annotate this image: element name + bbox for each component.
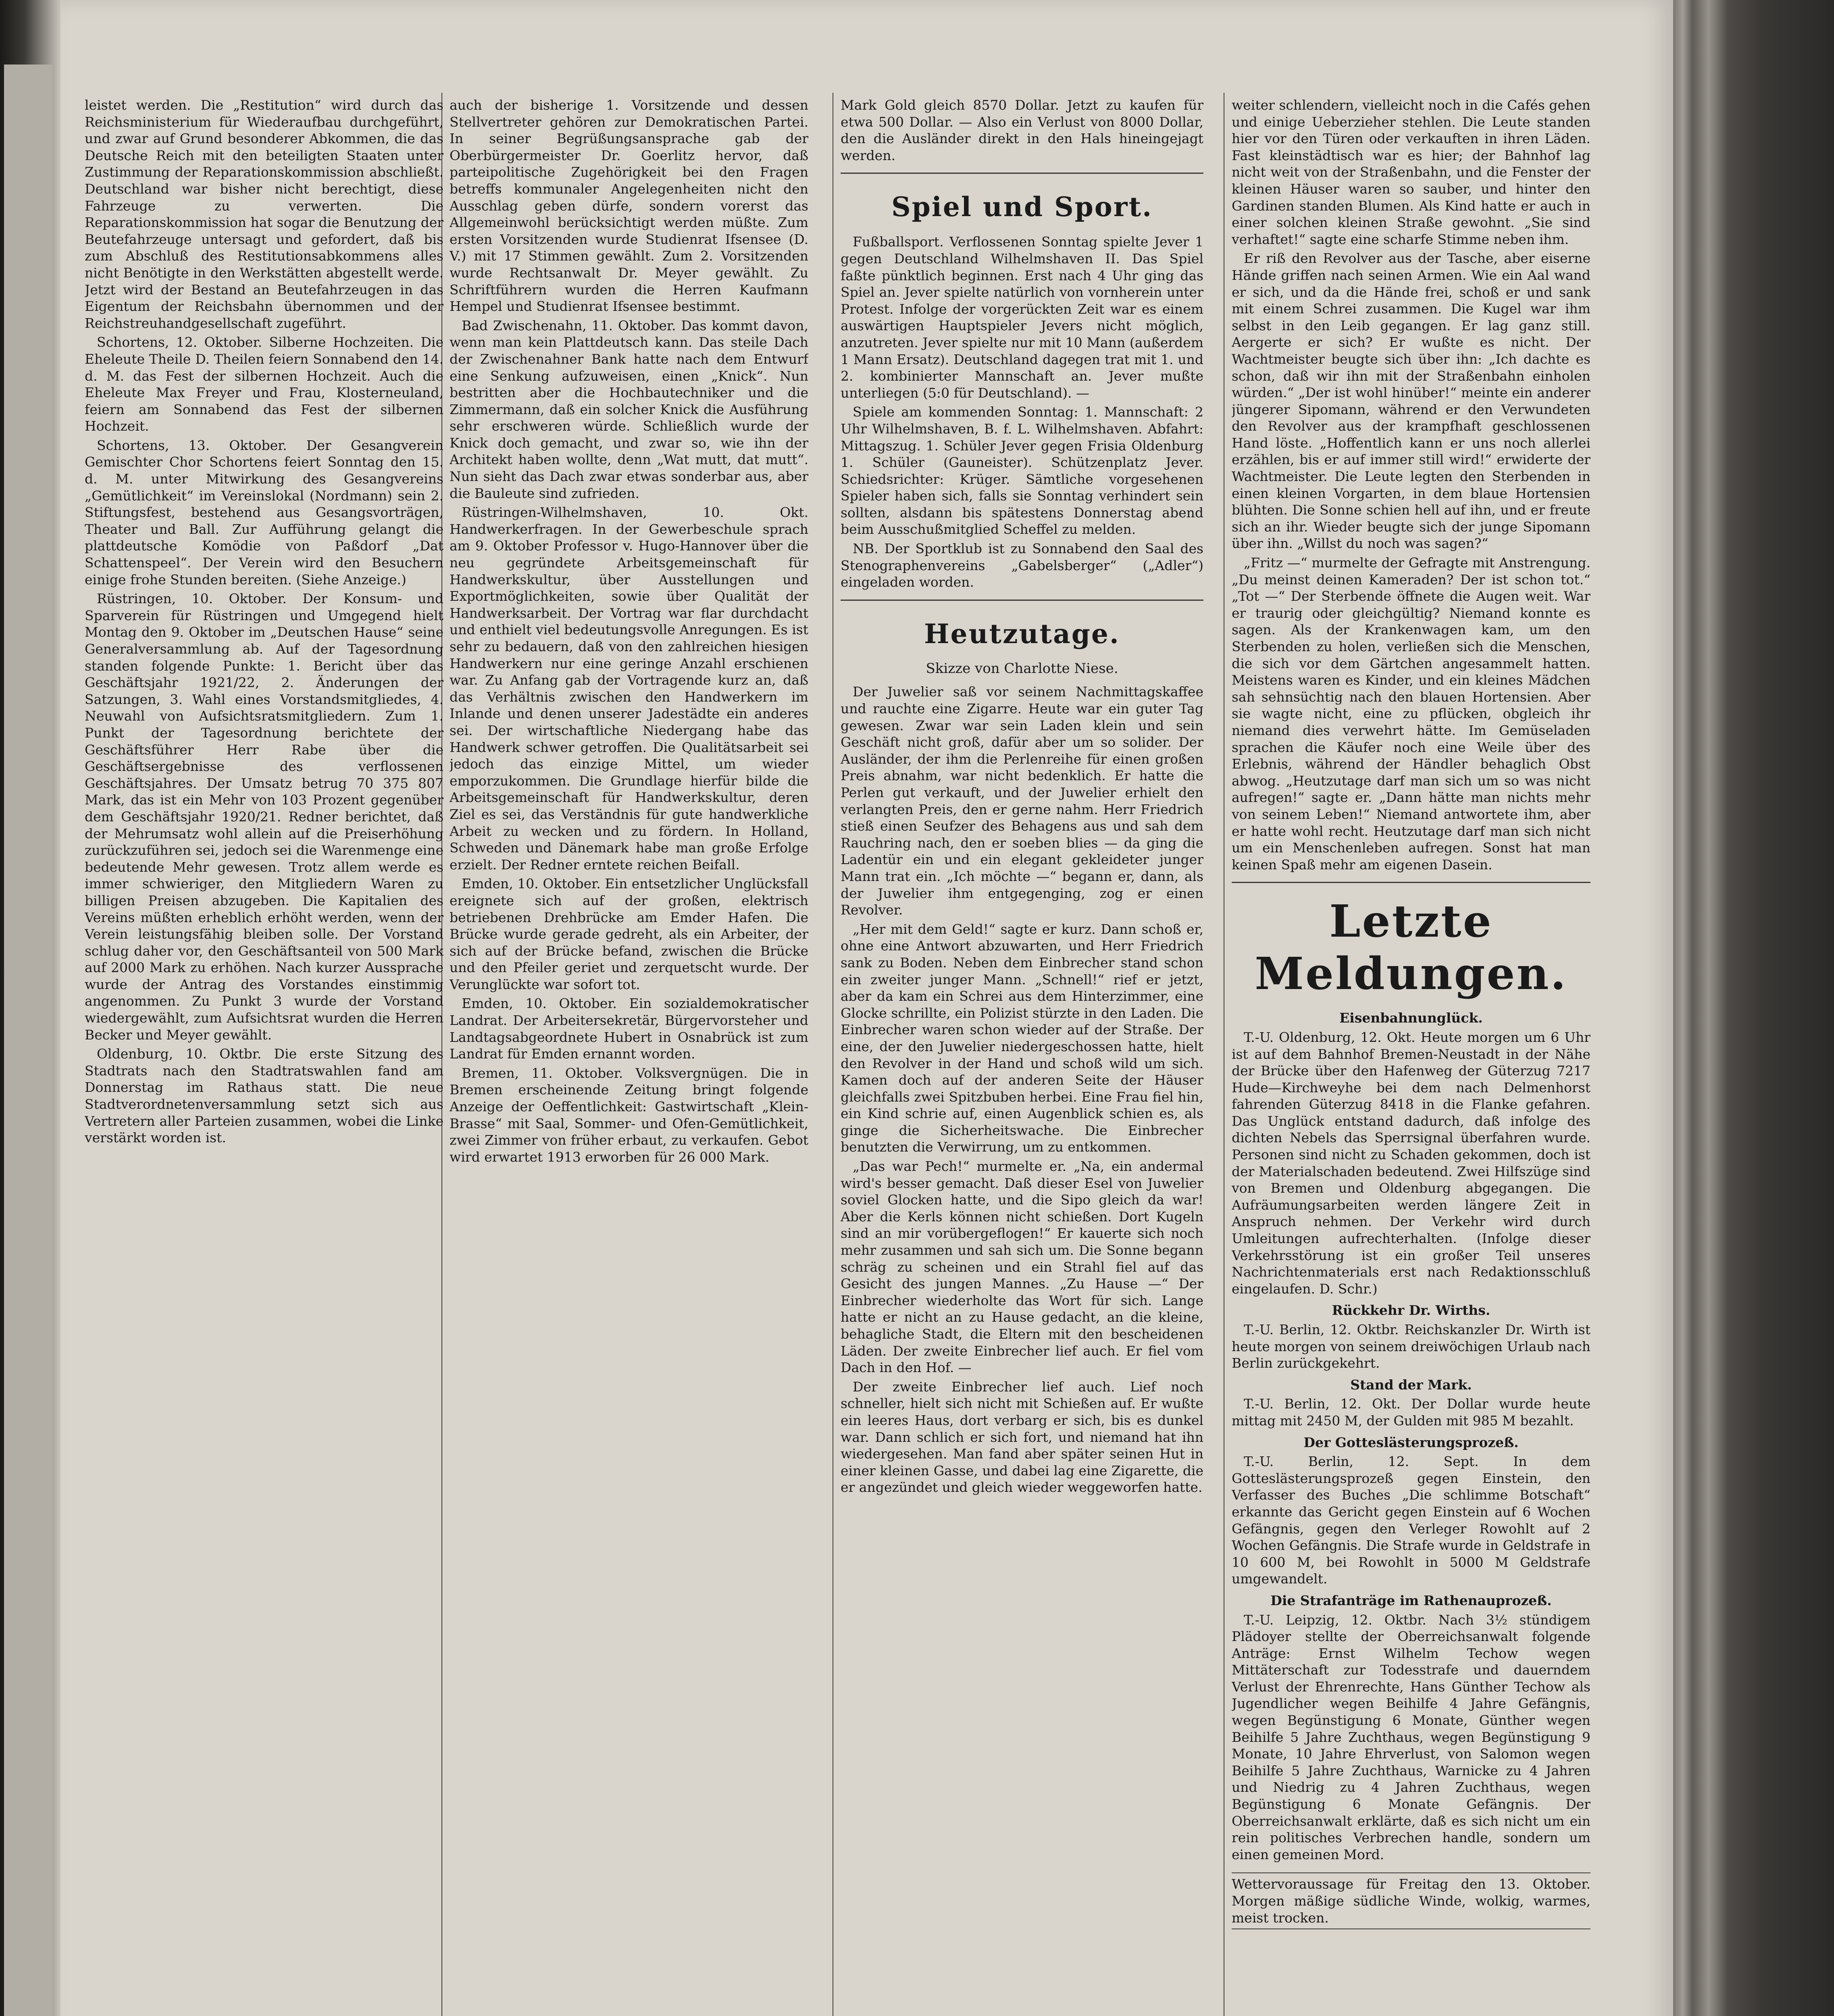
- news-item: T.-U. Berlin, 12. Oktbr. Reichskanzler Dr. Wirth ist heute morgen von seinem dreiwöchigen Urlaub nach Berlin zurückgekehrt.: [1232, 1322, 1590, 1371]
- bad-zwischenahn-article: Bad Zwischenahn, 11. Oktober. Das kommt davon, wenn man kein Plattdeutsch kann. Das steile Dach der Zwischenahner Bank hatte nach dem Entwurf eine Senkung aufzuweisen, einen „Knick“. Nun bestritten aber die Hochbautechniker und die Zimmermann, daß ein solcher Knick die Ausführung sehr erschweren würde. Schließlich wurde der Knick doch gemacht, und zwar so, wie ihn der Architekt haben wollte, denn „Wat mutt, dat mutt“. Nun sieht das Dach zwar etwas sonderbar aus, aber die Bauleute sind zufrieden.: [450, 317, 808, 501]
- story-byline: Skizze von Charlotte Niese.: [926, 660, 1118, 677]
- dollar-loss-text: Mark Gold gleich 8570 Dollar. Jetzt zu kaufen für etwa 500 Dollar. — Also ein Verlust von 8000 Dollar, den die Ausländer direkt in den Hals hineingejagt werden.: [841, 97, 1203, 163]
- news-subheading: Rückkehr Dr. Wirths.: [1332, 1302, 1491, 1318]
- news-item: T.-U. Berlin, 12. Sept. In dem Gotteslästerungsprozeß gegen Einstein, den Verfasser des Buches „Die schlimme Botschaft“ erkannte das Gericht gegen Einstein auf 6 Wochen Gefängnis, gegen den Verleger Rowohlt auf 2 Wochen Gefängnis. Die Strafe wurde in Geldstrafe in 10 600 M, bei Rowohlt in 5000 M Geldstrafe umgewandelt.: [1232, 1454, 1590, 1587]
- section-divider: [841, 173, 1203, 174]
- binding-shadow-left: [0, 0, 60, 2016]
- story-title: Heutzutage.: [924, 618, 1120, 650]
- sportklub-note: NB. Der Sportklub ist zu Sonnabend den Saal des Stenographenvereins „Gabelsberger“ („Adler“) eingeladen worden.: [841, 541, 1203, 590]
- latest-news-heading: Letzte Meldungen.: [1255, 895, 1568, 1000]
- previous-page-sliver: [4, 65, 52, 2016]
- story-continued-paragraph: „Fritz —“ murmelte der Gefragte mit Anstrengung. „Du meinst deinen Kameraden? Der ist schon tot.“ „Tot —“ Der Sterbende öffnete die Augen weit. War er traurig oder gleichgültig? Niemand konnte es sagen. Als der Krankenwagen kam, um den Sterbenden zu holen, verließen sich die Menschen, die sich vor dem Gärtchen angesammelt hatten. Meistens waren es Kinder, und ein kleines Mädchen sah sehnsüchtig nach den blauen Hortensien. Aber sie wagte nicht, eine zu pflücken, obgleich ihr niemand dies verwehrt hätte. Im Gemüseladen sprachen die Käufer noch eine Weile über des Erlebnis, während der Händler behaglich Obst abwog. „Heutzutage darf man sich um so was nicht aufregen!“ sagte er. „Dann hätte man nichts mehr von seinem Leben!“ Niemand antwortete ihm, aber er hatte wohl recht. Heutzutage darf man sich nicht um ein Menschenleben aufregen. Sonst hat man keinen Spaß mehr am eigenen Dasein.: [1232, 555, 1590, 873]
- emden-landrat-article: Emden, 10. Oktober. Ein sozialdemokratischer Landrat. Der Arbeitersekretär, Bürgervorsteher und Landtagsabgeordnete Hubert in Osnabrück ist zum Landrat für Emden ernannt worden.: [450, 996, 808, 1062]
- column-3: [841, 97, 1203, 2016]
- news-subheading: Der Gotteslästerungsprozeß.: [1303, 1434, 1519, 1450]
- page-stack-edge: [1673, 0, 1834, 2016]
- ruestringen-konsumverein-article: Rüstringen, 10. Oktober. Der Konsum- und Sparverein für Rüstringen und Umgegend hielt Montag den 9. Oktober im „Deutschen Hause“ seine Generalversammlung ab. Auf der Tagesordnung standen folgende Punkte: 1. Bericht über das Geschäftsjahr 1921/22, 2. Änderungen der Satzungen, 3. Wahl eines Vorstandsmitgliedes, 4. Neuwahl von Aufsichtsratsmitgliedern. Zum 1. Punkt der Tagesordnung berichtete der Geschäftsführer Herr Rabe über die Geschäftsergebnisse des verflossenen Geschäftsjahres. Der Umsatz betrug 70 375 807 Mark, das ist ein Mehr von 103 Prozent gegenüber dem Geschäftsjahr 1920/21. Redner berichtet, daß der Mehrumsatz wohl allein auf die Preiserhöhung zurückzuführen sei, jedoch sei die Warenmenge eine bedeutende Mehr gewesen. Trotz allem werde es immer schwieriger, den Mitgliedern Waren zu billigen Preisen abzugeben. Die Kapitalien des Vereins müßten erheblich erhöht werden, wenn der Verein leistungsfähig bleiben solle. Der Vorstand schlug daher vor, den Geschäftsanteil von 500 Mark auf 2000 Mark zu erhöhen. Nach kurzer Aussprache wurde der Antrag des Vorstandes einstimmig angenommen. Zu Punkt 3 wurde der Vorstand wiedergewählt, zum Aufsichtsrat wurden die Herren Becker und Meyer gewählt.: [85, 591, 443, 1043]
- bremen-volksvergnuegen-article: Bremen, 11. Oktober. Volksvergnügen. Die in Bremen erscheinende Zeitung bringt folgende Anzeige der Oeffentlichkeit: Gastwirtschaft „Klein-Brasse“ mit Saal, Sommer- und Ofen-Gemütlichkeit, zwei Zimmer von früher erbaut, zu verkaufen. Gebot wird erwartet 1913 erworben für 26 000 Mark.: [450, 1065, 808, 1165]
- news-subheading: Stand der Mark.: [1350, 1377, 1472, 1393]
- handwerkerfragen-article: Rüstringen-Wilhelmshaven, 10. Okt. Handwerkerfragen. In der Gewerbeschule sprach am 9. Oktober Professor v. Hugo-Hannover über die neu gegründete Arbeitsgemeinschaft für Handwerkskultur, über Ausstellungen und Exportmöglichkeiten, sowie über Qualität der Handwerksarbeit. Der Vortrag war flar durchdacht und enthielt viel bedeutungsvolle Anregungen. Es ist sehr zu bedauern, daß von den zahlreichen hiesigen Handwerkern nur eine geringe Anzahl erschienen war. Zu Anfang gab der Vortragende kurz an, daß das Verhältnis zwischen den Handwerkern im Inlande und denen unserer Jadestädte ein anderes sei. Der wirtschaftliche Niedergang habe das Handwerk schwer getroffen. Die Qualitätsarbeit sei jedoch das einzige Mittel, um wieder emporzukommen. Die Grundlage hierfür bilde die Arbeitsgemeinschaft für Handwerkskultur, deren Ziel es sei, das Verständnis für gute handwerkliche Arbeit zu wecken und zu fördern. In Holland, Schweden und Dänemark habe man große Erfolge erzielt. Der Redner erntete reichen Beifall.: [450, 504, 808, 873]
- schortens-hochzeiten-article: Schortens, 12. Oktober. Silberne Hochzeiten. Die Eheleute Theile D. Theilen feiern Sonnabend den 14. d. M. das Fest der silbernen Hochzeit. Auch die Eheleute Max Freyer und Frau, Klosterneuland, feiern am Sonnabend das Fest der silbernen Hochzeit.: [85, 334, 443, 434]
- column-2: [450, 97, 808, 2016]
- story-continued-paragraph: weiter schlendern, vielleicht noch in die Cafés gehen und einige Ueberzieher stehlen. Die Leute standen hier vor den Türen oder verkauften in ihren Läden. Fast kleinstädtisch war es hier; der Bahnhof lag nicht weit von der Straßenbahn, und die Fenster der kleinen Häuser waren so sauber, und hinter den Gardinen standen Blumen. Als Kind hatte er auch in einer solchen kleinen Straße gewohnt. „Sie sind verhaftet!“ sagte eine scharfe Stimme neben ihm.: [1232, 97, 1590, 247]
- story-paragraph: Der zweite Einbrecher lief auch. Lief noch schneller, hielt sich nicht mit Schießen auf. Er wußte ein leeres Haus, dort verbarg er sich, bis es dunkel war. Dann schlich er sich fort, und niemand hat ihn wiedergesehen. Man fand aber später seinen Hut in einer kleinen Gasse, und dabei lag eine Zigarette, die er angezündet und gleich wieder weggeworfen hatte.: [841, 1379, 1203, 1495]
- fussball-article: Fußballsport. Verflossenen Sonntag spielte Jever 1 gegen Deutschland Wilhelmshaven II. Das Spiel faßte pünktlich beginnen. Erst nach 4 Uhr ging das Spiel an. Jever spielte natürlich von vornherein unter Protest. Infolge der vorgerückten Zeit war es einem auswärtigen Hauptspieler Jevers nicht möglich, anzutreten. Jever spielte nur mit 10 Mann (außerdem 1 Mann Ersatz). Deutschland dagegen trat mit 1. und 2. kombinierter Mannschaft an. Jever mußte unterliegen (5:0 für Deutschland). —: [841, 234, 1203, 401]
- news-item: T.-U. Oldenburg, 12. Okt. Heute morgen um 6 Uhr ist auf dem Bahnhof Bremen-Neustadt in der Nähe der Brücke über den Hafenweg der Güterzug 7217 Hude—Kirchweyhe bei dem nach Delmenhorst fahrenden Güterzug 8418 in die Flanke gefahren. Das Unglück entstand dadurch, daß infolge des dichten Nebels das Sperrsignal überfahren wurde. Personen sind nicht zu Schaden gekommen, doch ist der Materialschaden bedeutend. Zwei Hilfszüge sind von Bremen und Oldenburg abgegangen. Die Aufräumungsarbeiten werden längere Zeit in Anspruch nehmen. Der Verkehr wird durch Umleitungen aufrechterhalten. (Infolge dieser Verkehrsstörung ist ein großer Teil unseres Nachrichtenmaterials erst nach Redaktionsschluß eingelaufen. D. Schr.): [1232, 1029, 1590, 1297]
- story-paragraph: „Das war Pech!“ murmelte er. „Na, ein andermal wird's besser gemacht. Daß dieser Esel von Juwelier soviel Glocken hatte, und die Sipo gleich da war! Aber die Kerls können nicht schießen. Dort Kugeln sind an mir vorübergeflogen!“ Er kauerte sich noch mehr zusammen und sah sich um. Die Sonne begann schräg zu scheinen und ein Strahl fiel auf das Gesicht des jungen Mannes. „Zu Hause —“ Der Einbrecher wiederholte das Wort für sich. Lange hatte er nicht an zu Hause gedacht, an die kleine, behagliche Stadt, die Eltern mit den bescheidenen Läden. Der zweite Einbrecher lief auch. Er fiel vom Dach in den Hof. —: [841, 1158, 1203, 1376]
- newspaper-page: [60, 0, 1673, 2016]
- section-divider: [841, 600, 1203, 601]
- section-divider: [1232, 882, 1590, 883]
- story-continued-paragraph: Er riß den Revolver aus der Tasche, aber eiserne Hände griffen nach seinen Armen. Wie ein Aal wand er sich, und da die Hände frei, schoß er und sank mit einem Schrei zusammen. Die Kugel war ihm selbst in den Leib gegangen. Er lag ganz still. Aergerte er sich? Er wußte es nicht. Der Wachtmeister beugte sich über ihn: „Ich dachte es schon, daß wir ihn mit der Straßenbahn einholen würden.“ „Der ist wohl hinüber!“ meinte ein anderer jüngerer Sipomann, während er den Verwundeten den Revolver aus der krampfhaft geschlossenen Hand löste. „Hoffentlich kann er uns noch allerlei erzählen, bis er auf immer still wird!“ erwiderte der Wachtmeister. Die Leute legten den Sterbenden in einen kleinen Vorgarten, in dem blaue Hortensien blühten. Die Sonne schien hell auf ihn, und er freute sich an ihr. Wieder beugte sich der junge Sipomann über ihn. „Willst du noch was sagen?“: [1232, 250, 1590, 552]
- oldenburg-stadtrat-article: Oldenburg, 10. Oktbr. Die erste Sitzung des Stadtrats nach den Stadtratswahlen fand am Donnerstag im Rathaus statt. Die neue Stadtverordnetenversammlung setzt sich aus Vertretern aller Parteien zusammen, wobei die Linke verstärkt worden ist.: [85, 1046, 443, 1146]
- news-subheading: Eisenbahnunglück.: [1339, 1010, 1483, 1026]
- weather-forecast: Wettervoraussage für Freitag den 13. Oktober. Morgen mäßige südliche Winde, wolkig, warmes, meist trocken.: [1232, 1872, 1590, 1929]
- schortens-gesangverein-article: Schortens, 13. Oktober. Der Gesangverein Gemischter Chor Schortens feiert Sonntag den 15. d. M. unter Mitwirkung des Gesangvereins „Gemütlichkeit“ im Vereinslokal (Nordmann) sein 2. Stiftungsfest, bestehend aus Gesangsvorträgen, Theater und Ball. Zur Aufführung gelangt die plattdeutsche Komödie von Paßdorf „Dat Schattenspeel“. Der Verein wird den Besuchern einige frohe Stunden bereiten. (Siehe Anzeige.): [85, 437, 443, 587]
- column-4: [1232, 97, 1590, 2016]
- spiele-sonntag-article: Spiele am kommenden Sonntag: 1. Mannschaft: 2 Uhr Wilhelmshaven, B. f. L. Wilhelmshaven. Abfahrt: Mittagszug. 1. Schüler Jever gegen Frisia Oldenburg 1. Schüler (Gauneister). Schützenplatz Jever. Schiedsrichter: Krüger. Sämtliche vorgesehenen Spieler haben sich, falls sie Sonntag verhindert sein sollten, alsdann bis spätestens Donnerstag abend beim Ausschußmitglied Scheffel zu melden.: [841, 404, 1203, 537]
- column-1: [85, 97, 443, 2016]
- news-item: T.-U. Berlin, 12. Okt. Der Dollar wurde heute mittag mit 2450 M, der Gulden mit 985 M bezahlt.: [1232, 1396, 1590, 1429]
- sport-section-heading: Spiel und Sport.: [891, 191, 1153, 223]
- story-paragraph: Der Juwelier saß vor seinem Nachmittagskaffee und rauchte eine Zigarre. Heute war ein guter Tag gewesen. Zwar war sein Laden klein und sein Geschäft nicht groß, dafür aber um so solider. Der Ausländer, der ihm die Perlenreihe für einen großen Preis abnahm, war nicht bedenklich. Er hatte die Perlen gut verkauft, und der Juwelier erhielt den verlangten Preis, den er gerne nahm. Herr Friedrich stieß einen Seufzer des Behagens aus und sah dem Rauchring nach, den er soeben blies — da ging die Ladentür ein und ein elegant gekleideter junger Mann trat ein. „Ich möchte —“ begann er, dann, als der Juwelier ihm entgegenging, zog er einen Revolver.: [841, 684, 1203, 918]
- story-paragraph: „Her mit dem Geld!“ sagte er kurz. Dann schoß er, ohne eine Antwort abzuwarten, und Herr Friedrich sank zu Boden. Neben dem Einbrecher stand schon ein zweiter junger Mann. „Schnell!“ rief er jetzt, aber da kam ein Schrei aus dem Hinterzimmer, eine Glocke schrillte, ein Polizist stürzte in den Laden. Die Einbrecher waren schon wieder auf der Straße. Der eine, der den Juwelier niedergeschossen hatte, hielt den Revolver in der Hand und schoß wild um sich. Kamen doch auf der anderen Seite der Häuser gleichfalls zwei Spitzbuben herbei. Eine Frau fiel hin, ein Kind schrie auf, einen Augenblick schien es, als ginge die Sicherheitswache. Die Einbrecher benutzten die Verwirrung, um zu entkommen.: [841, 921, 1203, 1155]
- news-item: T.-U. Leipzig, 12. Oktbr. Nach 3½ stündigem Plädoyer stellte der Oberreichsanwalt folgende Anträge: Ernst Wilhelm Techow wegen Mittäterschaft zur Todesstrafe und dauerndem Verlust der Ehrenrechte, Hans Günther Techow als Jugendlicher wegen Beihilfe 4 Jahre Gefängnis, wegen Begünstigung 6 Monate, Günther wegen Beihilfe 5 Jahre Zuchthaus, wegen Begünstigung 9 Monate, 10 Jahre Ehrverlust, von Salomon wegen Beihilfe 5 Jahre Zuchthaus, Warnicke zu 4 Jahren und Niedrig zu 4 Jahren Zuchthaus, wegen Begünstigung 6 Monate Gefängnis. Der Oberreichsanwalt erklärte, daß es sich nicht um ein rein politisches Verbrechen handle, sondern um einen gemeinen Mord.: [1232, 1612, 1590, 1862]
- stadtrat-continued-text: auch der bisherige 1. Vorsitzende und dessen Stellvertreter gehören zur Demokratischen Partei. In seiner Begrüßungsansprache gab der Oberbürgermeister Dr. Goerlitz hervor, daß parteipolitische Zugehörigkeit bei den Fragen betreffs kommunaler Angelegenheiten nicht den Ausschlag geben dürfe, sondern vorerst das Allgemeinwohl berücksichtigt werden müßte. Zum ersten Vorsitzenden wurde Studienrat Ifsensee (D. V.) mit 17 Stimmen gewählt. Zum 2. Vorsitzenden wurde Rechtsanwalt Dr. Meyer gewählt. Zu Schriftführern wurden die Herren Kaufmann Hempel und Studienrat Ifsensee bestimmt.: [450, 97, 808, 314]
- news-subheading: Die Strafanträge im Rathenauprozeß.: [1270, 1592, 1552, 1608]
- restitution-article-text: leistet werden. Die „Restitution“ wird durch das Reichsministerium für Wiederaufbau durchgeführt, und zwar auf Grund besonderer Abkommen, die das Deutsche Reich mit den beteiligten Staaten unter Zustimmung der Reparationskommission abschließt. Deutschland war bisher nicht berechtigt, diese Fahrzeuge zu verwerten. Die Reparationskommission hat sogar die Benutzung der Beutefahrzeuge untersagt und gefordert, daß bis zum Abschluß des Restitutionsabkommens alles nicht Benötigte in den Werkstätten abgestellt werde. Jetzt wird der Bestand an Beutefahrzeugen in das Eigentum der Reichsbahn übernommen und der Reichstreuhandgesellschaft zugeführt.: [85, 97, 443, 331]
- emden-ungluecksfall-article: Emden, 10. Oktober. Ein entsetzlicher Unglücksfall ereignete sich auf der großen, elektrisch betriebenen Drehbrücke am Emder Hafen. Die Brücke wurde gerade gedreht, als ein Arbeiter, der sich auf der Brücke befand, zwischen die Brücke und den Pfeiler geriet und zerquetscht wurde. Der Verunglückte war sofort tot.: [450, 876, 808, 992]
